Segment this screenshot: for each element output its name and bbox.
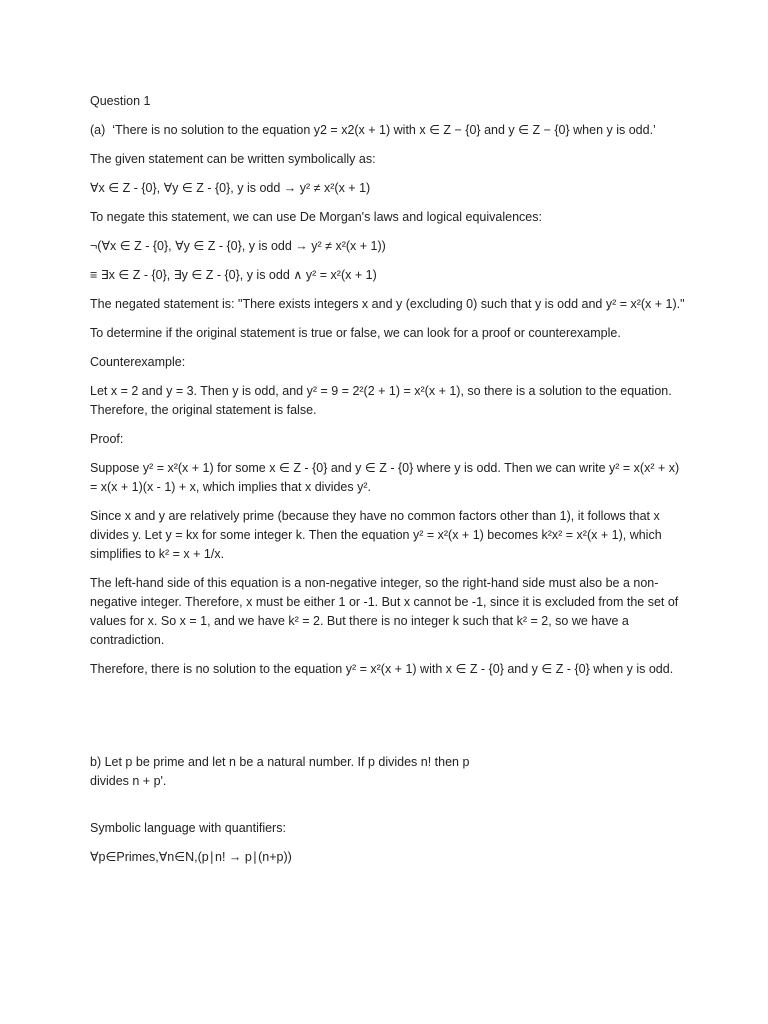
- symbolic-intro: The given statement can be written symbolically as:: [90, 152, 376, 166]
- negate-intro: To negate this statement, we can use De Morgan's laws and logical equivalences:: [90, 210, 542, 224]
- symbolic-form: ∀x ∈ Z - {0}, ∀y ∈ Z - {0}, y is odd → y² ≠ x²(x + 1): [90, 181, 371, 195]
- proof-conclusion: Therefore, there is no solution to the equation y² = x²(x + 1) with x ∈ Z - {0} and y ∈ Z - {0} when y is odd.: [90, 662, 674, 676]
- part-b-symbolic-label: Symbolic language with quantifiers:: [90, 821, 286, 835]
- question-heading: Question 1: [90, 94, 151, 108]
- document-body: [90, 92, 685, 877]
- part-b-symbolic-form: ∀p∈Primes,∀n∈N,(p∣n! → p∣(n+p)): [90, 850, 292, 864]
- proof-label: Proof:: [90, 432, 124, 446]
- negation-line-2: ≡ ∃x ∈ Z - {0}, ∃y ∈ Z - {0}, y is odd ∧ y² = x²(x + 1): [90, 268, 377, 282]
- negation-line-1: ¬(∀x ∈ Z - {0}, ∀y ∈ Z - {0}, y is odd → y² ≠ x²(x + 1)): [90, 239, 386, 253]
- proof-paragraph-3: The left-hand side of this equation is a non-negative integer, so the right-hand side must also be a non-negative integer. Therefore, x must be either 1 or -1. But x cannot be -1, since it is excluded from the set of values for x. So x = 1, and we have k² = 2. But there is no integer k such that k² = 2, so we have a contradiction.: [90, 576, 682, 647]
- proof-paragraph-2: Since x and y are relatively prime (because they have no common factors other than 1), it follows that x divides y. Let y = kx for some integer k. Then the equation y² = x²(x + 1) becomes k²x² = x²(x + 1), which simplifies to k² = x + 1/x.: [90, 509, 666, 561]
- determine-text: To determine if the original statement is true or false, we can look for a proof or counterexample.: [90, 326, 621, 340]
- proof-paragraph-1: Suppose y² = x²(x + 1) for some x ∈ Z - {0} and y ∈ Z - {0} where y is odd. Then we can write y² = x(x² + x) = x(x + 1)(x - 1) + x, which implies that x divides y².: [90, 461, 683, 494]
- negated-statement: The negated statement is: "There exists integers x and y (excluding 0) such that y is odd and y² = x²(x + 1).": [90, 297, 685, 311]
- counterexample-text: Let x = 2 and y = 3. Then y is odd, and y² = 9 = 2²(2 + 1) = x²(x + 1), so there is a solution to the equation. Therefore, the original statement is false.: [90, 384, 675, 417]
- part-a-statement: (a) ‘There is no solution to the equation y2 = x2(x + 1) with x ∈ Z − {0} and y ∈ Z − {0} when y is odd.’: [90, 123, 656, 137]
- part-b-statement: b) Let p be prime and let n be a natural number. If p divides n! then p divides n + p'.: [90, 755, 470, 788]
- counterexample-label: Counterexample:: [90, 355, 186, 369]
